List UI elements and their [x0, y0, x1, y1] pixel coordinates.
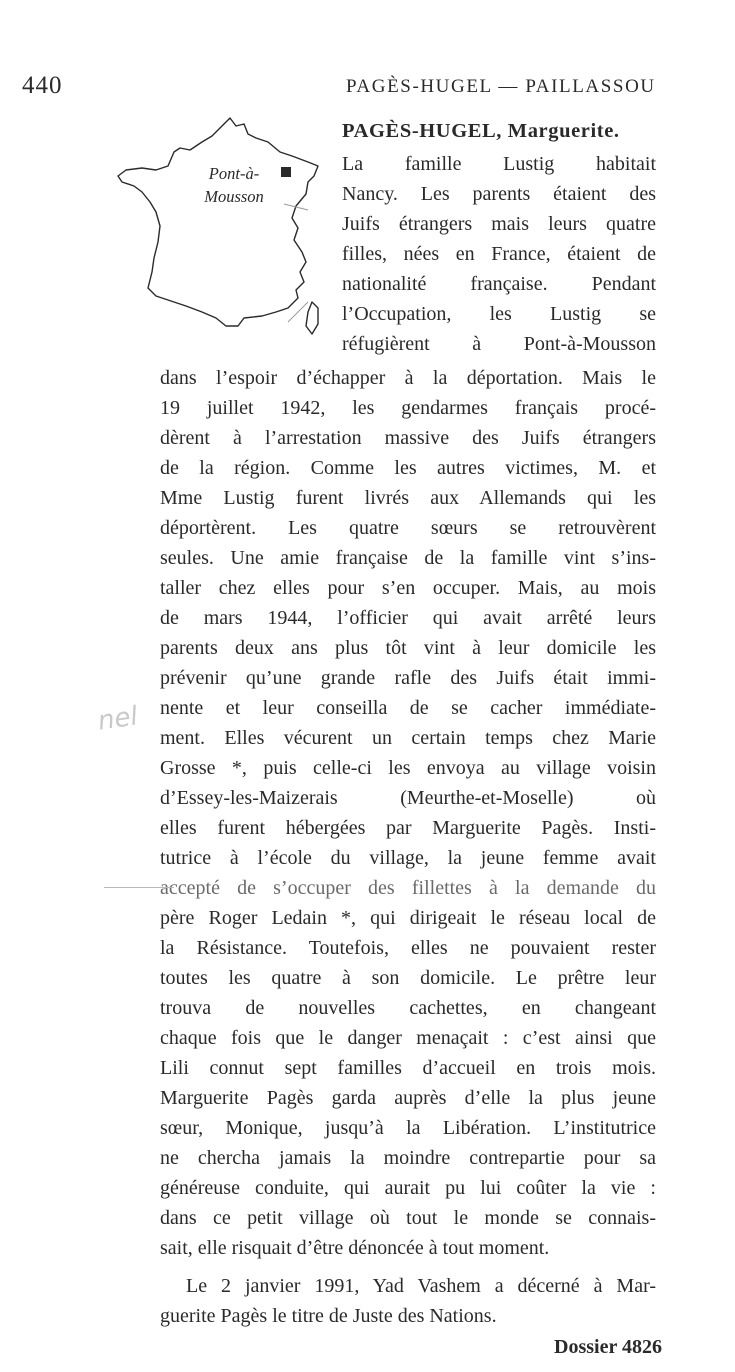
- body-line: 19 juillet 1942, les gendarmes français procé-: [160, 397, 656, 419]
- body-line: trouva de nouvelles cachettes, en changeant: [160, 997, 656, 1019]
- body-line: parents deux ans plus tôt vint à leur domicile les: [160, 637, 656, 659]
- body-line: Mme Lustig furent livrés aux Allemands qui les: [160, 487, 656, 509]
- body-line: La famille Lustig habitait: [342, 153, 656, 175]
- body-line: de mars 1944, l’officier qui avait arrêté leurs: [160, 607, 656, 629]
- body-line: la Résistance. Toutefois, elles ne pouvaient rester: [160, 937, 656, 959]
- body-line: de la région. Comme les autres victimes, M. et: [160, 457, 656, 479]
- handwritten-margin-note: nel: [96, 701, 140, 737]
- france-outline: [118, 118, 318, 326]
- body-line: toutes les quatre à son domicile. Le prêtre leur: [160, 967, 656, 989]
- body-line: chaque fois que le danger menaçait : c’est ainsi que: [160, 1027, 656, 1049]
- body-line: d’Essey-les-Maizerais (Meurthe-et-Moselle) où: [160, 787, 656, 809]
- map-city-line-2: Mousson: [204, 187, 264, 206]
- body-line: père Roger Ledain *, qui dirigeait le réseau local de: [160, 907, 656, 929]
- body-line: Nancy. Les parents étaient des: [342, 183, 656, 205]
- dossier-number: Dossier 4826: [554, 1336, 662, 1358]
- closing-line: guerite Pagès le titre de Juste des Nations.: [160, 1305, 497, 1327]
- body-line: filles, nées en France, étaient de: [342, 243, 656, 265]
- body-line: dèrent à l’arrestation massive des Juifs étrangers: [160, 427, 656, 449]
- body-line: elles furent hébergées par Marguerite Pagès. Insti-: [160, 817, 656, 839]
- pencil-stroke: [104, 887, 174, 888]
- city-marker-icon: [281, 167, 291, 177]
- body-line: déportèrent. Les quatre sœurs se retrouvèrent: [160, 517, 656, 539]
- page-number: 440: [22, 72, 63, 99]
- body-line: seules. Une amie française de la famille vint s’ins-: [160, 547, 656, 569]
- corsica-outline: [306, 302, 318, 334]
- body-line: Juifs étrangers mais leurs quatre: [342, 213, 656, 235]
- body-line: accepté de s’occuper des fillettes à la demande du: [160, 877, 656, 899]
- running-head: PAGÈS-HUGEL — PAILLASSOU: [346, 76, 656, 97]
- body-line: sait, elle risquait d’être dénoncée à tout moment.: [160, 1237, 550, 1259]
- body-line: dans ce petit village où tout le monde se connais-: [160, 1207, 656, 1229]
- body-line: ne chercha jamais la moindre contrepartie pour sa: [160, 1147, 656, 1169]
- body-line: sœur, Monique, jusqu’à la Libération. L’institutrice: [160, 1117, 656, 1139]
- body-line: nente et leur conseilla de se cacher immédiate-: [160, 697, 656, 719]
- body-line: réfugièrent à Pont-à-Mousson: [342, 333, 656, 355]
- body-line: l’Occupation, les Lustig se: [342, 303, 656, 325]
- body-line: tutrice à l’école du village, la jeune femme avait: [160, 847, 656, 869]
- body-line: dans l’espoir d’échapper à la déportation. Mais le: [160, 367, 656, 389]
- body-line: Lili connut sept familles d’accueil en trois mois.: [160, 1057, 656, 1079]
- body-line: taller chez elles pour s’en occuper. Mais, au mois: [160, 577, 656, 599]
- body-line: nationalité française. Pendant: [342, 273, 656, 295]
- map-city-label: [184, 162, 284, 208]
- body-line: Marguerite Pagès garda auprès d’elle la plus jeune: [160, 1087, 656, 1109]
- pencil-mark: [284, 204, 308, 322]
- body-line: Grosse *, puis celle-ci les envoya au village voisin: [160, 757, 656, 779]
- body-line: généreuse conduite, qui aurait pu lui coûter la vie :: [160, 1177, 656, 1199]
- map-city-line-1: Pont-à-: [208, 164, 260, 183]
- body-line: prévenir qu’une grande rafle des Juifs était immi-: [160, 667, 656, 689]
- body-line: ment. Elles vécurent un certain temps chez Marie: [160, 727, 656, 749]
- entry-title: PAGÈS-HUGEL, Marguerite.: [342, 120, 620, 142]
- france-map-icon: [112, 112, 334, 342]
- closing-line: Le 2 janvier 1991, Yad Vashem a décerné à Mar-: [186, 1275, 656, 1297]
